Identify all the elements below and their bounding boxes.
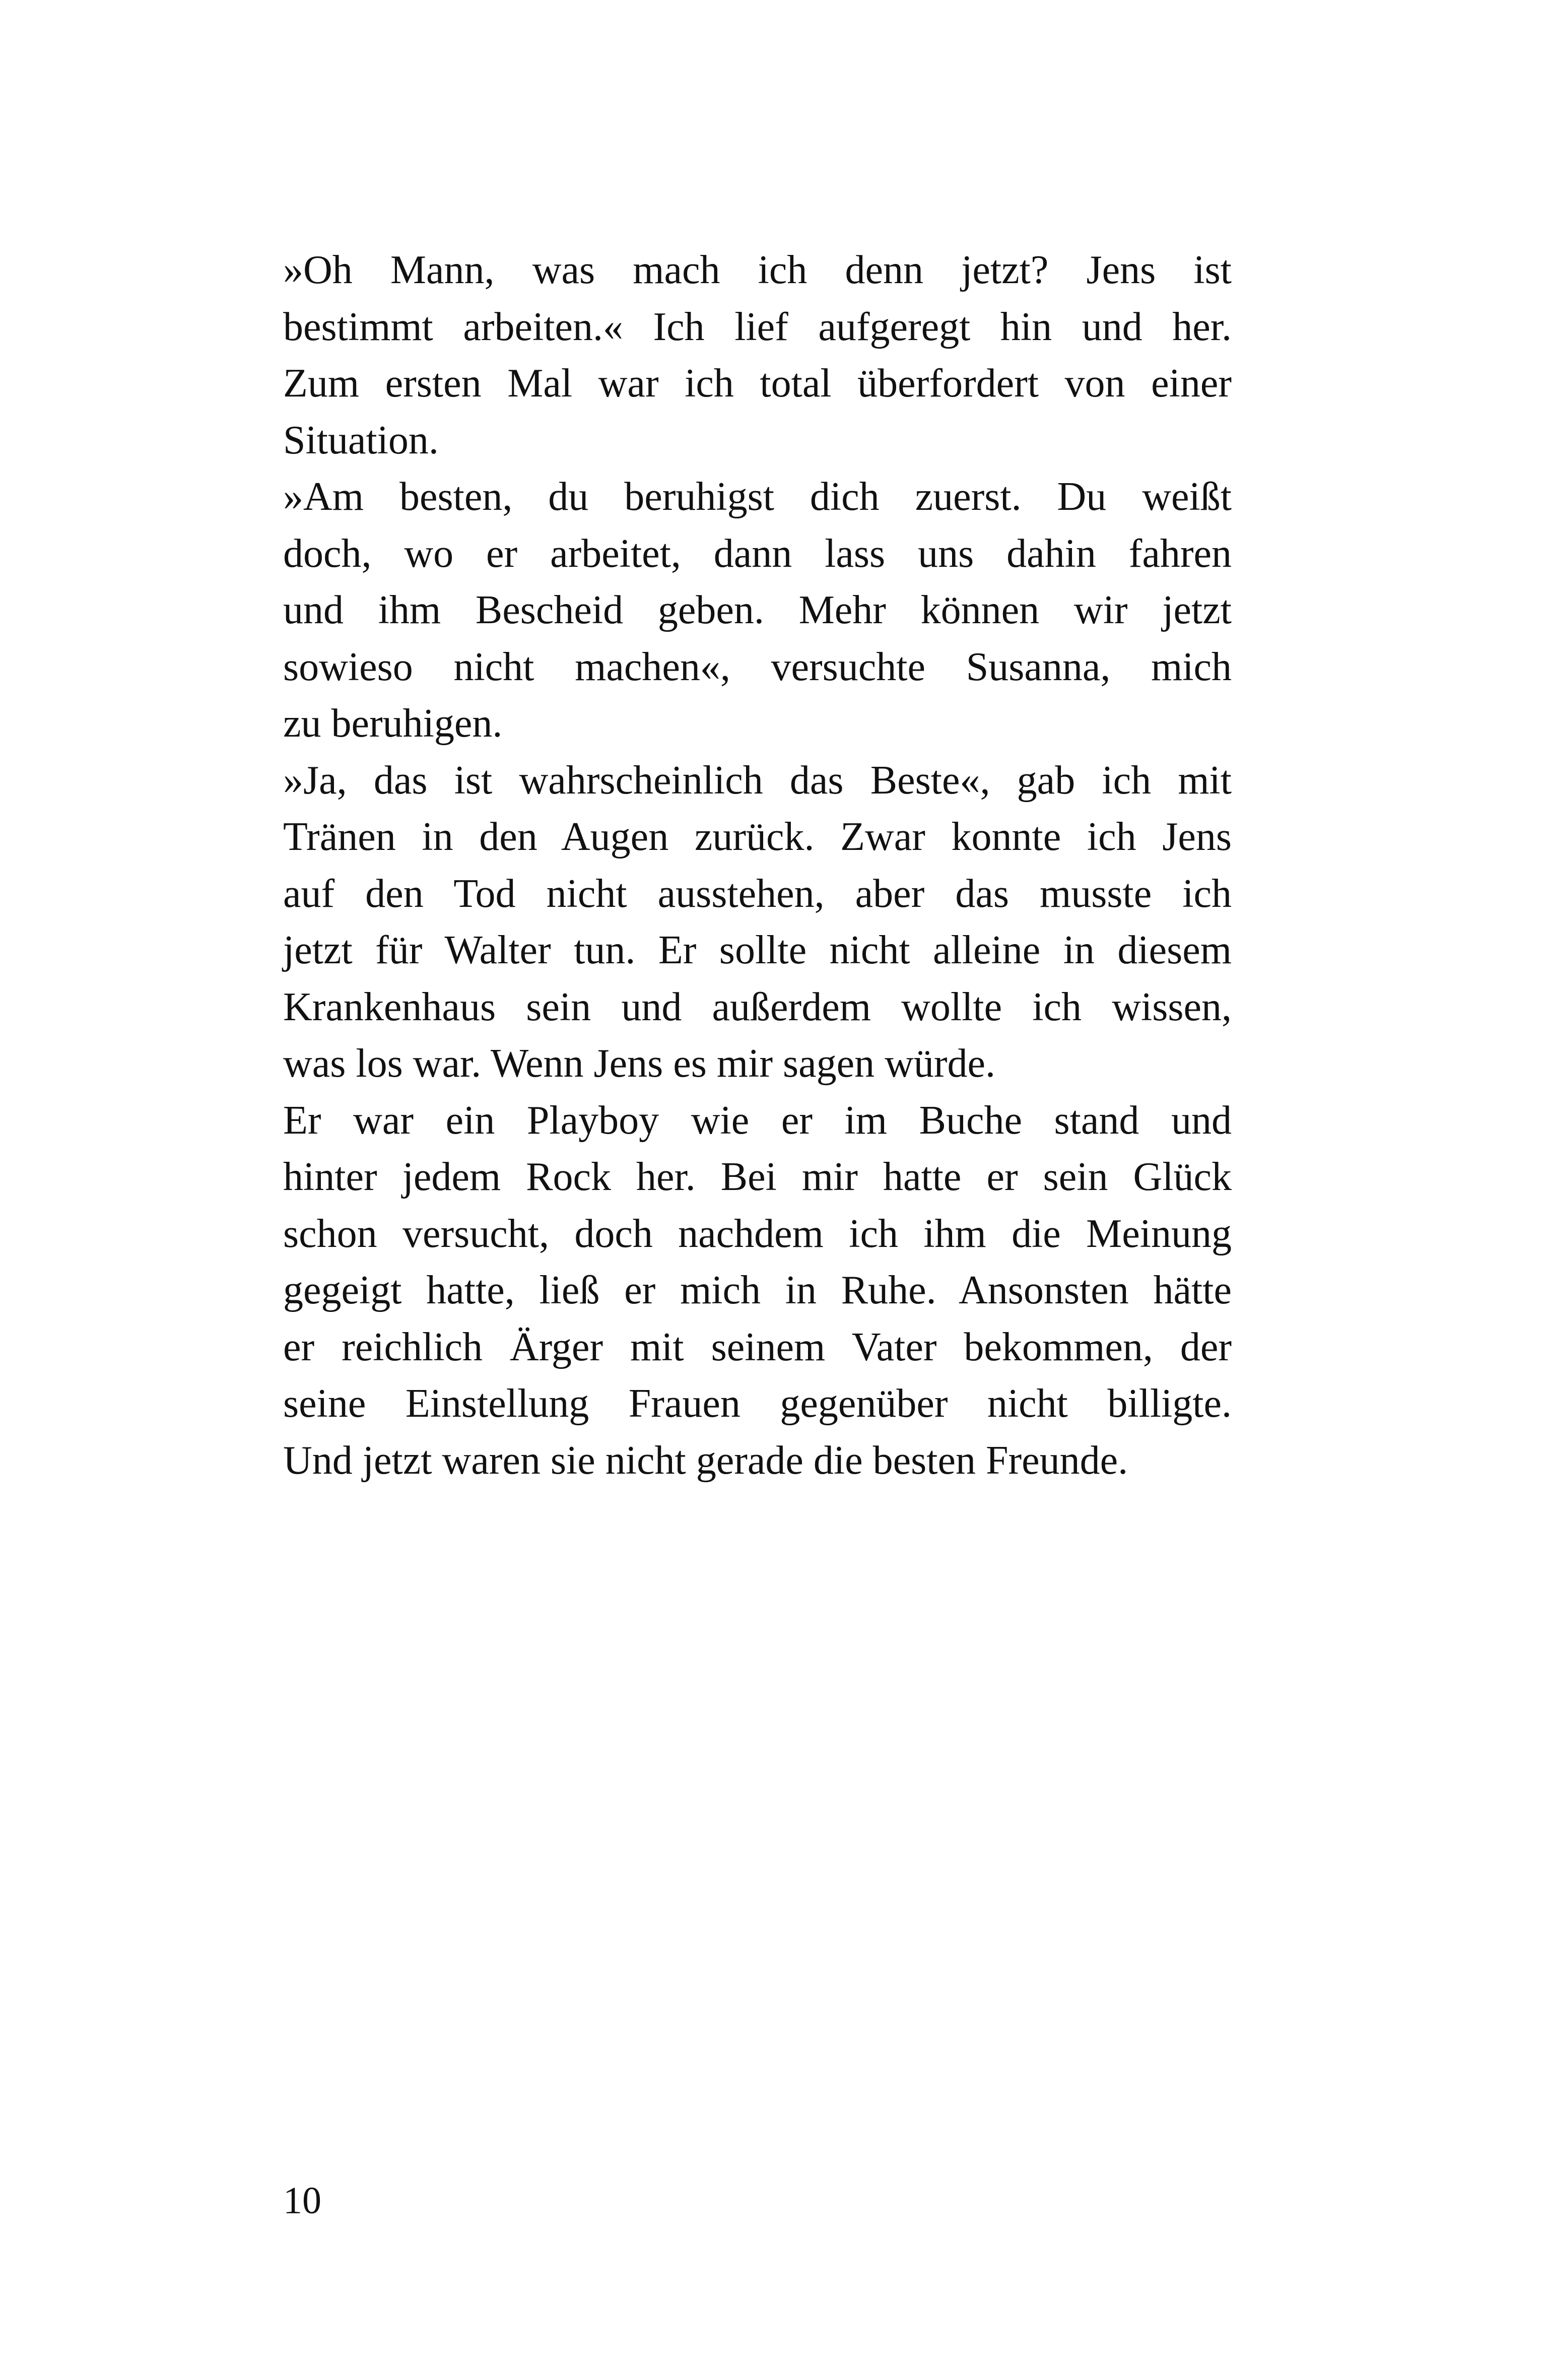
text-line: Krankenhaus sein und außerdem wollte ich wissen, <box>283 984 1232 1029</box>
text-line: jetzt für Walter tun. Er sollte nicht alleine in diesem <box>283 928 1232 972</box>
paragraph <box>248 242 1232 469</box>
text-line: »Ja, das ist wahrscheinlich das Beste«, gab ich mit <box>283 758 1232 803</box>
paragraph <box>248 469 1232 752</box>
text-line: auf den Tod nicht ausstehen, aber das musste ich <box>283 871 1232 916</box>
text-line: bestimmt arbeiten.« Ich lief aufgeregt hin und her. <box>283 304 1232 349</box>
text-line: schon versucht, doch nachdem ich ihm die Meinung <box>283 1211 1232 1256</box>
text-line: Zum ersten Mal war ich total überfordert von einer <box>283 361 1232 406</box>
text-line: seine Einstellung Frauen gegenüber nicht billigte. <box>283 1381 1232 1426</box>
text-line: »Oh Mann, was mach ich denn jetzt? Jens ist <box>283 248 1232 292</box>
text-line: doch, wo er arbeitet, dann lass uns dahin fahren <box>283 531 1232 576</box>
text-line: Und jetzt waren sie nicht gerade die besten Freunde. <box>283 1438 1128 1483</box>
text-line: »Am besten, du beruhigst dich zuerst. Du weißt <box>283 475 1232 519</box>
paragraph <box>248 752 1232 1092</box>
text-line: hinter jedem Rock her. Bei mir hatte er sein Glück <box>283 1155 1232 1199</box>
text-line: zu beruhigen. <box>283 701 503 746</box>
text-line: Er war ein Playboy wie er im Buche stand und <box>283 1098 1232 1143</box>
paragraph <box>248 1092 1232 1489</box>
text-line: was los war. Wenn Jens es mir sagen würde. <box>283 1041 996 1086</box>
text-line: er reichlich Ärger mit seinem Vater bekommen, der <box>283 1325 1232 1369</box>
text-line: Tränen in den Augen zurück. Zwar konnte ich Jens <box>283 815 1232 859</box>
page-number: 10 <box>283 2179 321 2222</box>
text-line: gegeigt hatte, ließ er mich in Ruhe. Ansonsten hätte <box>283 1268 1232 1312</box>
text-line: sowieso nicht machen«, versuchte Susanna, mich <box>283 644 1232 689</box>
text-line: und ihm Bescheid geben. Mehr können wir jetzt <box>283 588 1232 632</box>
text-line: Situation. <box>283 418 439 462</box>
body-text <box>248 242 1232 1489</box>
